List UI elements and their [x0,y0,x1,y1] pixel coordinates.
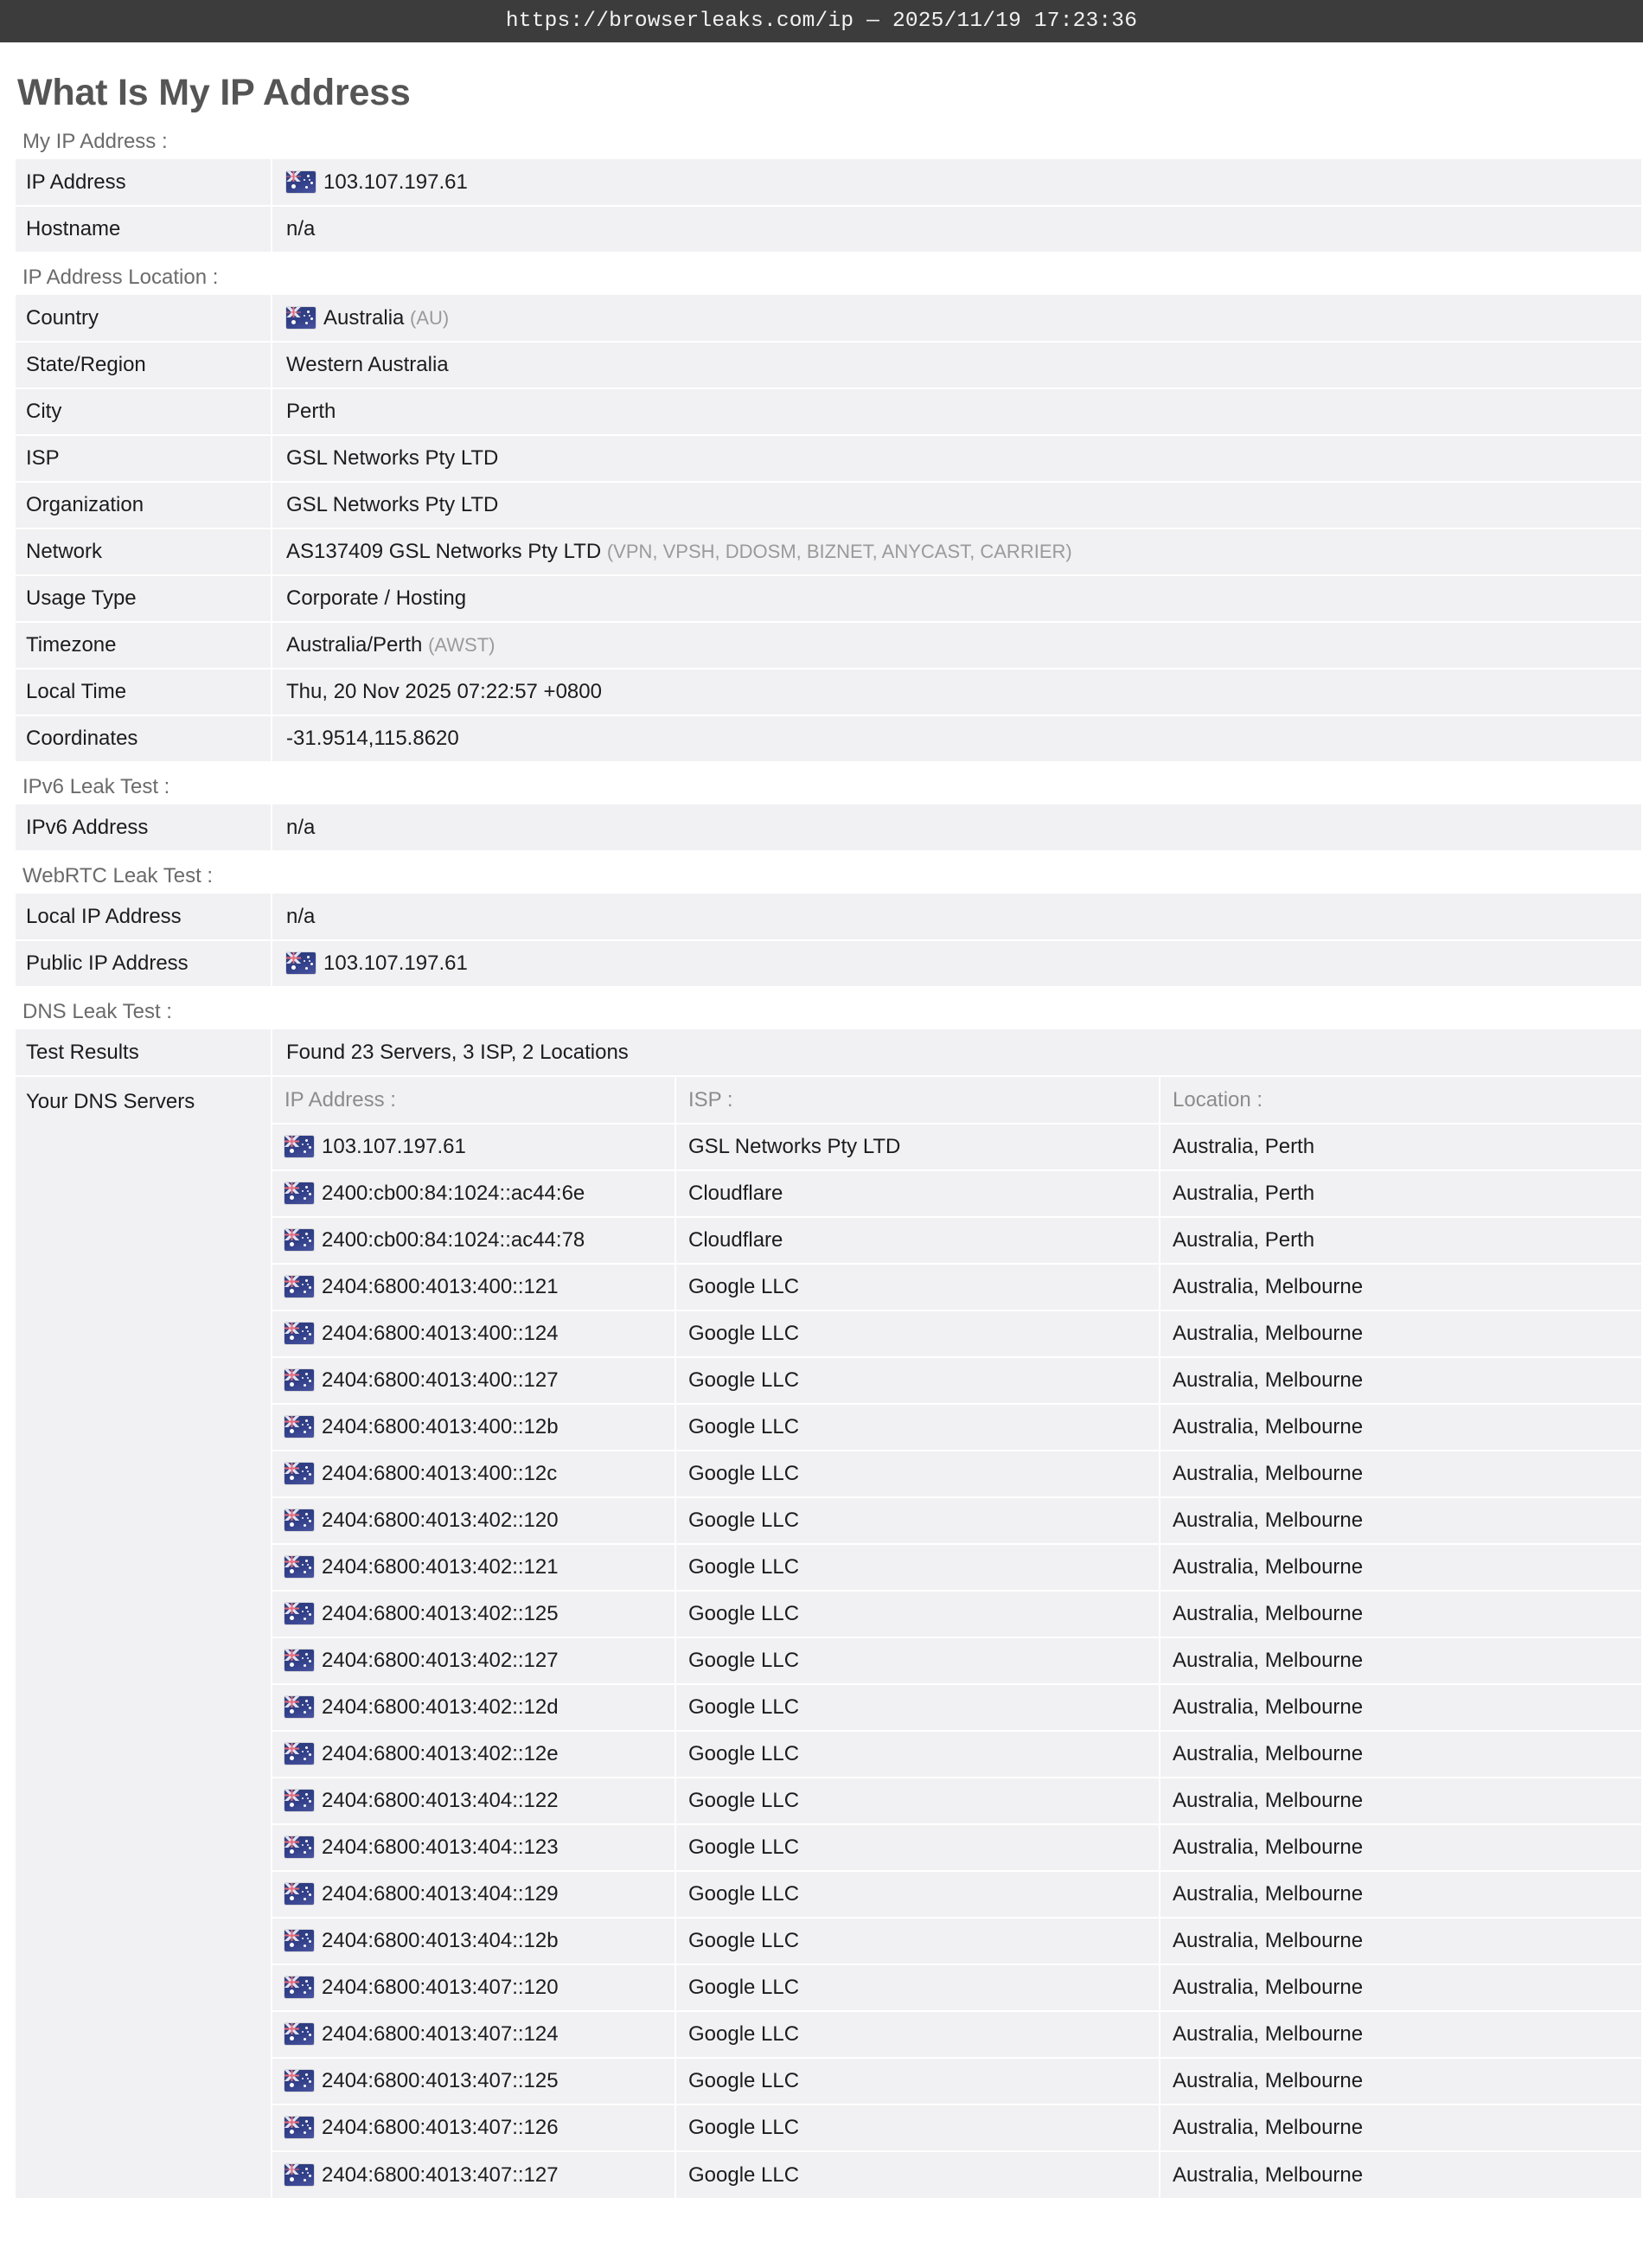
country-code: (AU) [410,306,450,329]
dns-server-ip-text: 2404:6800:4013:407::126 [322,2116,559,2139]
row-label-country: Country [16,295,272,342]
dns-server-ip [272,2011,675,2058]
dns-server-ip-text: 103.107.197.61 [322,1135,466,1158]
dns-server-ip-text: 2404:6800:4013:400::121 [322,1275,559,1298]
dns-server-ip-text: 2404:6800:4013:402::12e [322,1742,559,1765]
row-label-hostname: Hostname [16,206,272,253]
dns-server-isp: Google LLC [675,2151,1160,2198]
dns-server-ip-text: 2404:6800:4013:402::12d [322,1695,559,1719]
dns-server-isp: Google LLC [675,1871,1160,1918]
dns-server-isp: Google LLC [675,1824,1160,1871]
row-label-your-dns-servers: Your DNS Servers [16,1076,272,2199]
au-flag-icon [284,1883,314,1905]
table-row [16,388,1641,435]
au-flag-icon [284,1603,314,1624]
row-label-organization: Organization [16,482,272,529]
row-value-network [272,529,1641,575]
dns-server-ip-text: 2404:6800:4013:402::125 [322,1602,559,1625]
dns-server-ip-text: 2404:6800:4013:402::121 [322,1555,559,1579]
dns-server-ip [272,1964,675,2011]
ipv6-table [16,804,1641,852]
dns-server-isp: Google LLC [675,1918,1160,1964]
timezone-text: Australia/Perth [286,633,423,657]
au-flag-icon [284,1229,314,1251]
table-row [16,575,1641,622]
dns-server-location: Australia, Melbourne [1160,1871,1641,1918]
table-row [16,804,1641,851]
section-caption-dns: DNS Leak Test : [22,1000,172,1023]
dns-server-row [272,1357,1641,1404]
table-row [16,206,1641,253]
dns-server-isp: Cloudflare [675,1170,1160,1217]
dns-server-location: Australia, Melbourne [1160,2105,1641,2151]
table-row [16,894,1641,940]
dns-server-ip [272,1451,675,1497]
dns-server-location: Australia, Melbourne [1160,1684,1641,1731]
dns-server-location: Australia, Melbourne [1160,1918,1641,1964]
dns-server-row [272,1264,1641,1310]
row-label-coordinates: Coordinates [16,715,272,762]
dns-server-isp: Google LLC [675,1264,1160,1310]
row-value-local-ip: n/a [272,894,1641,940]
dns-server-ip-text: 2404:6800:4013:400::12c [322,1462,558,1485]
row-label-public-ip: Public IP Address [16,940,272,987]
row-label-state-region: State/Region [16,342,272,388]
au-flag-icon [284,1743,314,1765]
dns-server-ip-text: 2404:6800:4013:400::127 [322,1368,559,1392]
dns-server-ip-text: 2404:6800:4013:404::123 [322,1836,559,1859]
dns-server-ip-text: 2404:6800:4013:404::12b [322,1929,559,1952]
table-row [16,159,1641,206]
dns-server-row [272,1497,1641,1544]
country-text: Australia [323,305,405,330]
dns-server-row [272,1404,1641,1451]
page-content [0,72,1643,2200]
row-value-organization: GSL Networks Pty LTD [272,482,1641,529]
row-value-test-results: Found 23 Servers, 3 ISP, 2 Locations [272,1029,1641,1076]
au-flag-icon [284,1182,314,1204]
row-label-local-time: Local Time [16,669,272,715]
dns-server-location: Australia, Melbourne [1160,1824,1641,1871]
dns-server-isp: Google LLC [675,1451,1160,1497]
row-value-local-time: Thu, 20 Nov 2025 07:22:57 +0800 [272,669,1641,715]
table-row [16,1076,1641,2199]
row-value-usage-type: Corporate / Hosting [272,575,1641,622]
row-label-timezone: Timezone [16,622,272,669]
dns-server-ip [272,1871,675,1918]
section-caption-webrtc: WebRTC Leak Test : [22,864,214,887]
dns-server-row [272,1964,1641,2011]
dns-server-location: Australia, Melbourne [1160,1264,1641,1310]
dns-server-ip [272,1544,675,1591]
table-row [16,295,1641,342]
dns-server-ip [272,1591,675,1637]
au-flag-icon [284,1136,314,1157]
dns-server-ip [272,1310,675,1357]
row-value-ip-address [272,159,1641,206]
section-caption-ipv6: IPv6 Leak Test : [22,775,170,798]
au-flag-icon [286,952,316,974]
au-flag-icon [284,2070,314,2092]
dns-servers-table [272,1077,1641,2198]
au-flag-icon [284,1836,314,1858]
au-flag-icon [284,1556,314,1578]
dns-server-row [272,2105,1641,2151]
dns-server-ip [272,1824,675,1871]
dns-server-ip [272,1637,675,1684]
location-table [16,295,1641,763]
row-value-city: Perth [272,388,1641,435]
dns-server-ip [272,1357,675,1404]
public-ip-text: 103.107.197.61 [323,951,468,975]
dns-server-location: Australia, Melbourne [1160,1404,1641,1451]
dns-server-location: Australia, Melbourne [1160,1778,1641,1824]
au-flag-icon [284,1323,314,1344]
row-label-ip-address: IP Address [16,159,272,206]
dns-server-row [272,1918,1641,1964]
au-flag-icon [284,1650,314,1671]
au-flag-icon [284,1976,314,1998]
dns-server-location: Australia, Melbourne [1160,1357,1641,1404]
dns-server-row [272,1778,1641,1824]
dns-server-row [272,1310,1641,1357]
row-value-ipv6-address: n/a [272,804,1641,851]
timezone-abbr: (AWST) [428,634,495,656]
dns-server-ip-text: 2404:6800:4013:407::120 [322,1976,559,1999]
dns-server-isp: Google LLC [675,1778,1160,1824]
row-value-public-ip [272,940,1641,987]
dns-server-row [272,1544,1641,1591]
au-flag-icon [284,1369,314,1391]
dns-server-isp: GSL Networks Pty LTD [675,1124,1160,1170]
url-timestamp-bar [0,0,1643,42]
row-label-ipv6-address: IPv6 Address [16,804,272,851]
dns-server-location: Australia, Melbourne [1160,2058,1641,2105]
dns-server-location: Australia, Melbourne [1160,2151,1641,2198]
section-caption-my-ip: My IP Address : [22,130,168,153]
dns-col-header-location: Location : [1160,1077,1641,1124]
row-value-hostname: n/a [272,206,1641,253]
network-text: AS137409 GSL Networks Pty LTD [286,540,602,563]
au-flag-icon [286,307,316,329]
section-caption-location: IP Address Location : [22,266,219,289]
row-label-city: City [16,388,272,435]
row-value-state-region: Western Australia [272,342,1641,388]
dns-server-location: Australia, Melbourne [1160,1591,1641,1637]
table-row [16,342,1641,388]
dns-servers-header-row [272,1077,1641,1124]
dns-server-row [272,1591,1641,1637]
row-value-coordinates: -31.9514,115.8620 [272,715,1641,762]
dns-server-row [272,1824,1641,1871]
au-flag-icon [284,1930,314,1951]
table-row [16,435,1641,482]
url-timestamp-text: https://browserleaks.com/ip — 2025/11/19 17:23:36 [505,10,1138,33]
dns-server-isp: Google LLC [675,2011,1160,2058]
dns-server-ip [272,1497,675,1544]
dns-server-row [272,1684,1641,1731]
dns-server-ip-text: 2404:6800:4013:402::127 [322,1649,559,1672]
dns-server-row [272,2058,1641,2105]
dns-server-location: Australia, Melbourne [1160,2011,1641,2058]
au-flag-icon [284,2023,314,2045]
dns-server-isp: Google LLC [675,1404,1160,1451]
dns-servers-cell [272,1076,1641,2199]
dns-server-ip-text: 2404:6800:4013:400::124 [322,1322,559,1345]
dns-servers-head [272,1077,1641,1124]
au-flag-icon [284,1790,314,1811]
dns-server-ip [272,1217,675,1264]
au-flag-icon [284,1696,314,1718]
dns-server-ip [272,2058,675,2105]
row-label-local-ip: Local IP Address [16,894,272,940]
dns-server-location: Australia, Melbourne [1160,1310,1641,1357]
dns-server-isp: Google LLC [675,2058,1160,2105]
dns-server-isp: Google LLC [675,1357,1160,1404]
page-title: What Is My IP Address [17,72,411,113]
dns-server-ip [272,1731,675,1778]
dns-server-ip-text: 2404:6800:4013:407::127 [322,2162,559,2187]
dns-server-ip-text: 2404:6800:4013:407::125 [322,2069,559,2092]
dns-server-isp: Google LLC [675,2105,1160,2151]
dns-server-ip-text: 2404:6800:4013:404::129 [322,1882,559,1906]
dns-server-ip [272,1404,675,1451]
table-row [16,622,1641,669]
dns-server-location: Australia, Melbourne [1160,1964,1641,2011]
dns-server-isp: Google LLC [675,1497,1160,1544]
row-value-country [272,295,1641,342]
dns-server-location: Australia, Melbourne [1160,1544,1641,1591]
dns-server-ip [272,1778,675,1824]
row-label-test-results: Test Results [16,1029,272,1076]
row-label-usage-type: Usage Type [16,575,272,622]
au-flag-icon [284,1509,314,1531]
dns-server-ip [272,1684,675,1731]
dns-server-row [272,1170,1641,1217]
dns-server-isp: Google LLC [675,1544,1160,1591]
dns-server-ip-text: 2404:6800:4013:407::124 [322,2022,559,2046]
au-flag-icon [284,1276,314,1297]
my-ip-table [16,159,1641,253]
dns-server-location: Australia, Perth [1160,1170,1641,1217]
dns-servers-body [272,1124,1641,2198]
dns-server-row [272,1451,1641,1497]
dns-server-ip-text: 2400:cb00:84:1024::ac44:6e [322,1182,585,1205]
table-row [16,1029,1641,1076]
dns-server-ip [272,1170,675,1217]
au-flag-icon [284,1416,314,1438]
au-flag-icon [284,2117,314,2138]
dns-server-isp: Google LLC [675,1310,1160,1357]
row-value-isp: GSL Networks Pty LTD [272,435,1641,482]
dns-server-ip-text: 2404:6800:4013:400::12b [322,1415,559,1438]
dns-server-location: Australia, Perth [1160,1217,1641,1264]
dns-server-ip [272,2105,675,2151]
row-label-isp: ISP [16,435,272,482]
ip-address-text: 103.107.197.61 [323,170,468,194]
dns-server-isp: Google LLC [675,1964,1160,2011]
dns-server-row [272,1637,1641,1684]
dns-server-isp: Google LLC [675,1637,1160,1684]
webrtc-table [16,894,1641,988]
network-tags: (VPN, VPSH, DDOSM, BIZNET, ANYCAST, CARRIER) [606,541,1072,562]
dns-server-isp: Google LLC [675,1731,1160,1778]
dns-server-ip [272,1124,675,1170]
dns-server-row [272,1871,1641,1918]
dns-server-row [272,1731,1641,1778]
dns-server-isp: Cloudflare [675,1217,1160,1264]
dns-col-header-ip: IP Address : [272,1077,675,1124]
table-row [16,940,1641,987]
au-flag-icon [284,1463,314,1484]
dns-server-ip [272,1264,675,1310]
dns-server-location: Australia, Perth [1160,1124,1641,1170]
dns-server-location: Australia, Melbourne [1160,1637,1641,1684]
table-row [16,715,1641,762]
dns-server-row [272,1217,1641,1264]
dns-server-location: Australia, Melbourne [1160,1731,1641,1778]
dns-server-ip-text: 2404:6800:4013:402::120 [322,1509,559,1532]
dns-server-ip-text: 2400:cb00:84:1024::ac44:78 [322,1228,585,1252]
dns-col-header-isp: ISP : [675,1077,1160,1124]
table-row [16,669,1641,715]
dns-server-ip-text: 2404:6800:4013:404::122 [322,1789,559,1812]
dns-server-row [272,1124,1641,1170]
dns-server-isp: Google LLC [675,1684,1160,1731]
dns-server-ip [272,2151,675,2198]
dns-server-ip [272,1918,675,1964]
dns-server-row [272,2151,1641,2198]
table-row [16,482,1641,529]
au-flag-icon [286,171,316,193]
table-row [16,529,1641,575]
row-label-network: Network [16,529,272,575]
dns-server-row [272,2011,1641,2058]
dns-server-location: Australia, Melbourne [1160,1451,1641,1497]
dns-server-isp: Google LLC [675,1591,1160,1637]
dns-table [16,1029,1641,2200]
au-flag-icon [284,2164,314,2186]
dns-server-location: Australia, Melbourne [1160,1497,1641,1544]
row-value-timezone [272,622,1641,669]
